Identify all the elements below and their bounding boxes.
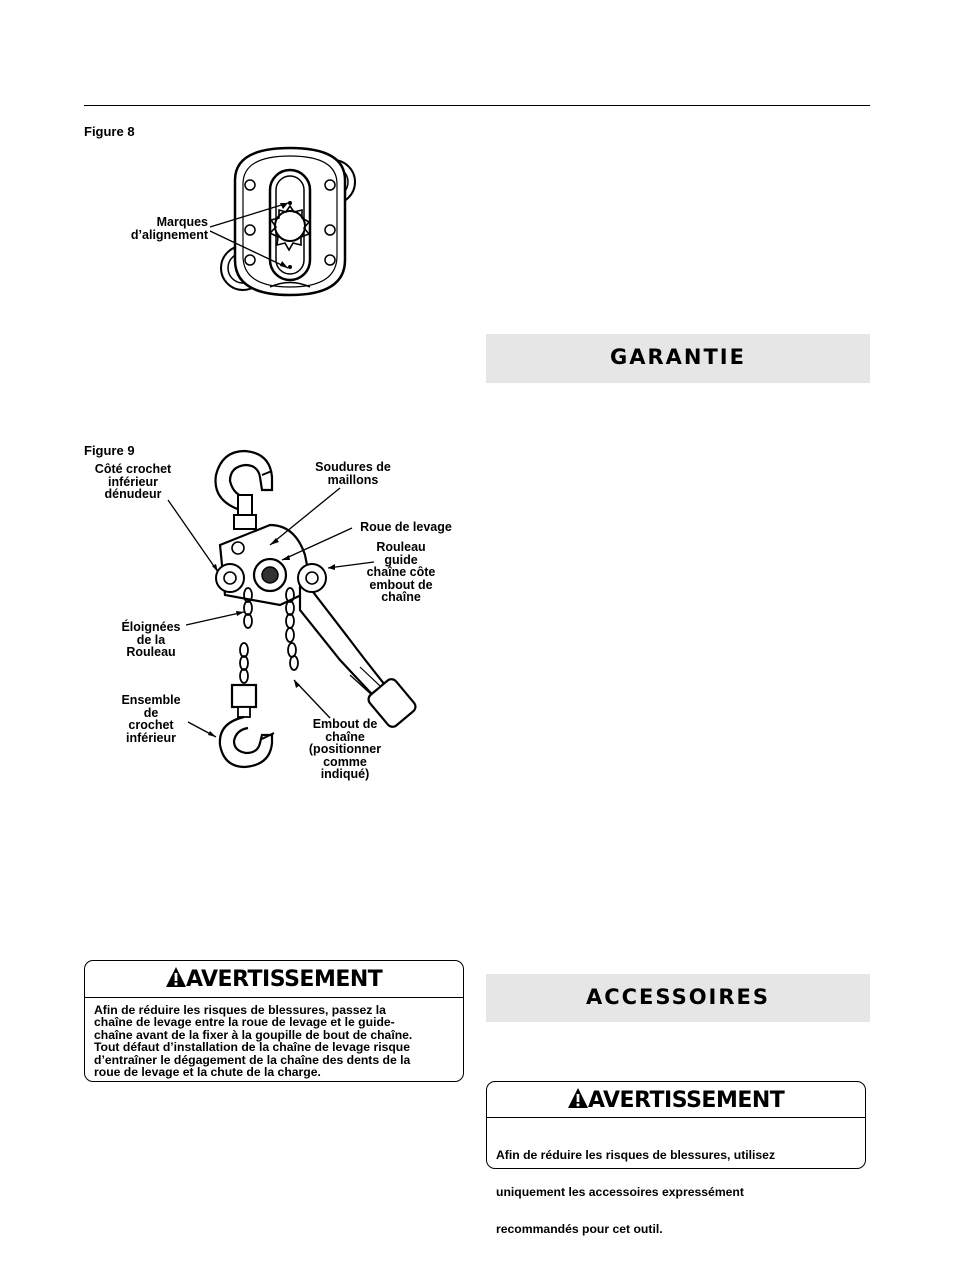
figure-9-callout-link-welds: Soudures de maillons bbox=[315, 460, 391, 487]
figure-9-callout-bottom-hook-assembly: Ensemble de crochet inférieur bbox=[121, 693, 181, 745]
warning-title: AVERTISSEMENT bbox=[186, 967, 383, 992]
figure-8-callout-alignment-marks: Marques d’alignement bbox=[130, 215, 208, 242]
figure-9-callout-lift-wheel: Roue de levage bbox=[360, 520, 452, 534]
accessories-title: ACCESSOIRES bbox=[585, 985, 771, 1009]
warning-box-accessories bbox=[486, 1081, 866, 1237]
figure-9-callout-chain-end: Embout de chaîne (positionner comme indiqué) bbox=[308, 717, 382, 781]
warning-title: AVERTISSEMENT bbox=[588, 1088, 785, 1113]
warning-header bbox=[85, 961, 463, 998]
figure-9-label: Figure 9 bbox=[84, 443, 135, 458]
warning-text: Afin de réduire les risques de blessures, passez la chaîne de levage entre la roue de levage et le guide- chaîne avant de la fixer à la goupille de bout de chaîne. Tout défaut d’installation de la chaîne de levage risque d’entraîner le dégagement de la chaîne des dents de la roue de levage et la chute de la charge. bbox=[94, 1003, 413, 1080]
figure-9-callout-away-from-roller: Éloignées de la Rouleau bbox=[121, 620, 181, 659]
warning-triangle-icon bbox=[567, 1087, 589, 1109]
warning-triangle-icon bbox=[165, 966, 187, 988]
figure-9-callout-bottom-hook-side: Côté crochet inférieur dénudeur bbox=[94, 462, 172, 501]
figure-9-callout-guide-roller: Rouleau guide chaîne côte embout de chaîne bbox=[366, 540, 436, 604]
figure-8-label: Figure 8 bbox=[84, 124, 135, 139]
warning-text: Afin de réduire les risques de blessures, utilisez uniquement les accessoires expressément recommandés pour cet outil. bbox=[496, 1147, 776, 1237]
warranty-title: GARANTIE bbox=[610, 345, 746, 369]
warning-header bbox=[487, 1082, 865, 1118]
warning-box-chain-installation bbox=[84, 960, 464, 1082]
accessories-section-header bbox=[486, 974, 870, 1022]
